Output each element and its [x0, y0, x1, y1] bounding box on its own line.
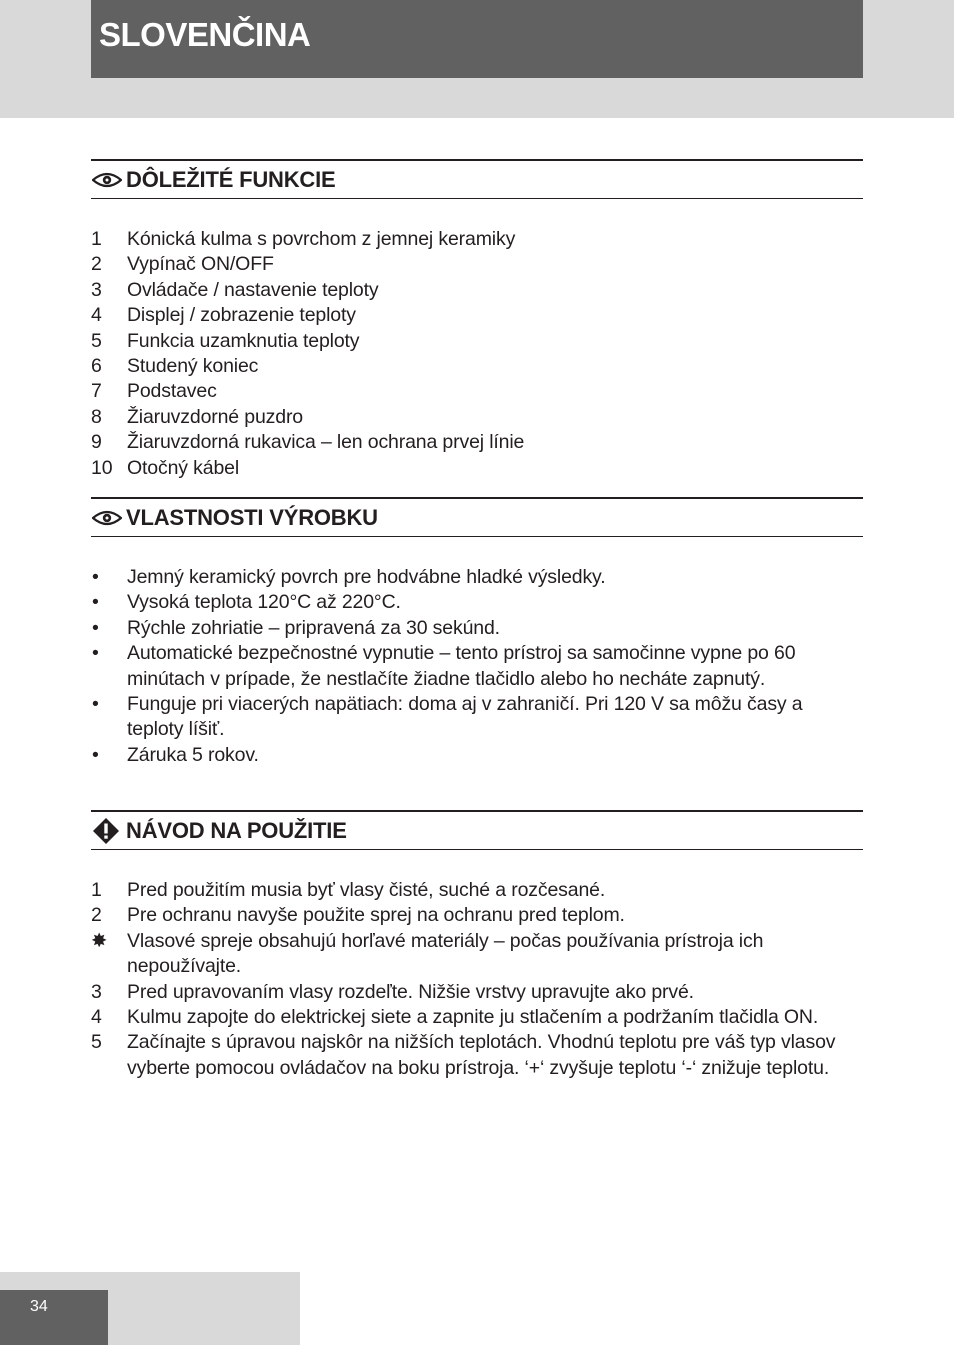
section-header-instructions [91, 810, 863, 850]
item-text: Studený koniec [127, 355, 259, 378]
list-item [91, 903, 863, 928]
list-item [91, 590, 863, 615]
item-text: Jemný keramický povrch pre hodvábne hladké výsledky. [127, 566, 606, 588]
item-text: Rýchle zohriatie – pripravená za 30 sekúnd. [127, 616, 500, 639]
item-text: Záruka 5 rokov. [127, 743, 259, 766]
item-number: 1 [91, 228, 102, 250]
item-number: 6 [91, 355, 102, 378]
item-text: Kulmu zapojte do elektrickej siete a zapnite ju stlačením a podržaním tlačidla ON. [127, 1006, 819, 1029]
list-item [91, 227, 863, 252]
item-text: Žiaruvzdorná rukavica – len ochrana prvej línie [127, 431, 525, 454]
feature-list [91, 227, 863, 481]
item-text: Ovládače / nastavenie teploty [127, 278, 379, 301]
item-text: Kónická kulma s povrchom z jemnej keramiky [127, 228, 516, 250]
item-text: Vlasové spreje obsahujú horľavé materiály – počas používania prístroja ich nepoužívajte. [127, 929, 764, 978]
eye-icon [92, 169, 126, 191]
item-number: 9 [91, 431, 102, 454]
item-text: Automatické bezpečnostné vypnutie – tento prístroj sa samočinne vypne po 60 minútach v prípade, že nestlačíte žiadne tlačidlo alebo ho necháte zapnutý. [127, 642, 796, 690]
item-text: Podstavec [127, 380, 217, 403]
list-item [91, 456, 863, 481]
list-item [91, 1030, 863, 1081]
item-text: Žiaruvzdorné puzdro [127, 405, 303, 428]
item-text: Pred upravovaním vlasy rozdeľte. Nižšie vrstvy upravujte ako prvé. [127, 980, 694, 1003]
list-item [91, 379, 863, 404]
bullet: • [92, 693, 99, 716]
item-number: 2 [91, 904, 102, 927]
item-number: 10 [91, 456, 113, 479]
product-feature-list [91, 565, 863, 768]
section-title: VLASTNOSTI VÝROBKU [126, 504, 378, 530]
section-title: NÁVOD NA POUŽITIE [126, 817, 347, 843]
item-text: Pre ochranu navyše použite sprej na ochranu pred teplom. [127, 904, 625, 927]
list-item [91, 565, 863, 590]
item-number: 2 [91, 253, 102, 276]
list-item [91, 405, 863, 430]
bullet: • [92, 642, 99, 665]
item-number: 7 [91, 380, 102, 403]
page-number: 34 [30, 1298, 48, 1315]
page-title: SLOVENČINA [99, 16, 311, 53]
list-item [91, 692, 863, 743]
bullet: • [92, 566, 99, 588]
bullet: • [92, 591, 99, 614]
item-number: 3 [91, 980, 102, 1003]
list-item [91, 430, 863, 455]
item-number: 5 [91, 1031, 102, 1054]
list-item [91, 1005, 863, 1030]
bullet: • [92, 616, 99, 639]
bullet: • [92, 743, 99, 766]
item-number: 8 [91, 405, 102, 428]
section-header-important-features [91, 159, 863, 199]
list-item [91, 616, 863, 641]
item-text: Vysoká teplota 120°C až 220°C. [127, 591, 401, 614]
list-item [91, 354, 863, 379]
item-text: Začínajte s úpravou najskôr na nižších teplotách. Vhodnú teplotu pre váš typ vlasov vyberte pomocou ovládačov na boku prístroja. ‘+‘ zvyšuje teplotu ‘-‘ znižuje teplotu. [127, 1031, 836, 1079]
section-header-product-features [91, 497, 863, 537]
list-item [91, 329, 863, 354]
list-item [91, 303, 863, 328]
warning-diamond-icon [92, 820, 126, 842]
item-number: 1 [91, 879, 102, 901]
list-item [91, 878, 863, 903]
list-item [91, 641, 863, 692]
item-text: Displej / zobrazenie teploty [127, 304, 356, 327]
item-number: 4 [91, 1006, 102, 1029]
star-burst-icon: ✸ [91, 929, 108, 952]
list-item [91, 929, 863, 980]
header-title-box [91, 0, 863, 78]
item-number: 4 [91, 304, 102, 327]
eye-icon [92, 507, 126, 529]
section-title: DÔLEŽITÉ FUNKCIE [126, 166, 336, 192]
list-item [91, 743, 863, 768]
item-text: Vypínač ON/OFF [127, 253, 274, 276]
item-number: 3 [91, 278, 102, 301]
list-item [91, 278, 863, 303]
item-text: Funkcia uzamknutia teploty [127, 329, 360, 352]
item-number: 5 [91, 329, 102, 352]
list-item [91, 252, 863, 277]
page-number-box [0, 1290, 108, 1345]
item-text: Pred použitím musia byť vlasy čisté, suché a rozčesané. [127, 879, 606, 901]
instructions-list [91, 878, 863, 1081]
list-item [91, 980, 863, 1005]
item-text: Otočný kábel [127, 456, 240, 479]
item-text: Funguje pri viacerých napätiach: doma aj v zahraničí. Pri 120 V sa môžu časy a teploty líšiť. [127, 693, 803, 741]
